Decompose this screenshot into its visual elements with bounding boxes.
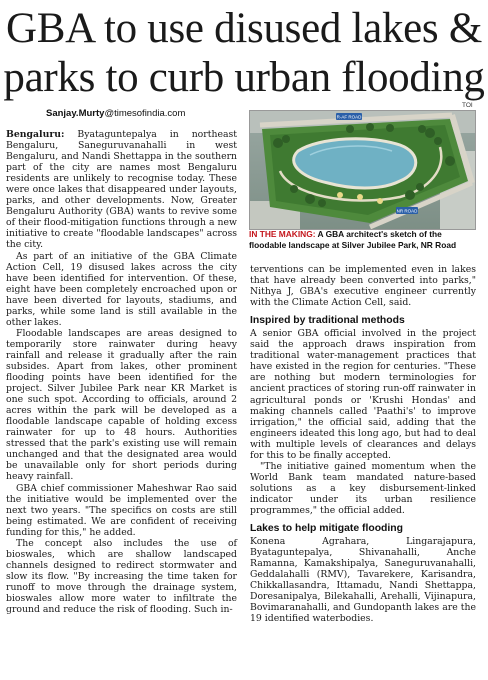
article-paragraph-5-end bbox=[250, 264, 476, 308]
article-paragraph-3: Floodable landscapes are areas designed to temporarily store rainwater during heavy rainfall and release it gradually after the rain subsides. Apart from lakes, other prominent flooding points have been identified for the project. Silver Jubilee Park near KR Market is one such spot. According to officials, around 2 acres within the park will be developed as a floodable landscape capable of holding excess rainwater for up to 48 hours. Authorities stressed that the park's existing use will remain unchanged and that the designated area would be unavailable only for short periods during heavy rainfall. bbox=[6, 327, 237, 483]
photo-caption bbox=[249, 229, 475, 251]
caption-text: A GBA architect's sketch of the floodable landscape at Silver Jubilee Park, NR Road bbox=[249, 229, 457, 250]
paragraph-1-text: Byataguntepalya in northeast Bengaluru, Saneguruvanahalli in west Bengaluru, and Nandi Shettappa in the southern part of the city are names most Bengaluru residents are unlikely to recognise today. These were once lakes that disappeared under layouts, parks, and other developments. Now, Greater Bengaluru Authority (GBA) wants to revive some of their flood-mitigation functions through a new initiative to create "floodable landscapes" across the city. bbox=[6, 129, 237, 251]
byline-email-domain: @timesofindia.com bbox=[104, 108, 186, 119]
article-column-1 bbox=[6, 129, 237, 677]
article-paragraph-6: A senior GBA official involved in the project said the approach draws inspiration from traditional water-management practices that have existed in the region for centuries. "These are nothing but modern terminologies for ancient practices of storing run-off rainwater in agricultural ponds or 'Krushi Hondas' and making channels called 'Paathi's' to improve irrigation," the official said, adding that the engineers ideated this long ago, but had to deal with multiple levels of clearances and delays for this to be finally accepted. bbox=[250, 328, 476, 461]
paragraph-5-part-1: The concept also includes the use of bioswales, which are shallow landscaped channels designed to redirect stormwater and slow its flow. "By increasing the time taken for runoff to move through the drainage system, bioswales allow more water to infiltrate the ground and reduce the risk of flooding. Such in- bbox=[6, 537, 237, 616]
article-paragraph-5-start bbox=[6, 538, 237, 615]
toi-label: TOI bbox=[462, 102, 473, 109]
caption-tag: IN THE MAKING: bbox=[249, 229, 316, 239]
park-sketch-illustration bbox=[250, 111, 475, 229]
park-sketch-image bbox=[249, 110, 476, 230]
article-paragraph-8: Konena Agrahara, Lingarajapura, Byataguntepalya, Shivanahalli, Anche Ramanna, Kamakshipalya, Saneguruvanahalli, Geddalahalli (RMV), Tavarekere, Karisandra, Chikkallasandra, Ittamadu, Nandi Shettappa, Doresanipalya, Bilekahalli, Arehalli, Vijinapura, Bovimaranahalli, and Gundopanth lakes are the 19 identified waterbodies. bbox=[250, 536, 476, 625]
article-column-2 bbox=[250, 264, 476, 676]
byline bbox=[46, 108, 185, 119]
byline-name: Sanjay.Murty bbox=[46, 108, 105, 119]
article-paragraph-7: "The initiative gained momentum when the World Bank team mandated nature-based solutions as a key disbursement-linked indicator under its urban resilience programmes," the official added. bbox=[250, 460, 476, 516]
article-paragraph-4: GBA chief commissioner Maheshwar Rao said the initiative would be implemented over the next two years. "The specifics on costs are still being estimated. We are confident of receiving funding for this," he added. bbox=[6, 482, 237, 538]
photo-road-label-1: R-AF ROAD bbox=[336, 114, 362, 120]
subheading-lakes: Lakes to help mitigate flooding bbox=[250, 523, 403, 535]
subheading-traditional-methods: Inspired by traditional methods bbox=[250, 315, 405, 327]
photo-road-label-2: NR ROAD bbox=[396, 208, 418, 214]
article-paragraph-2: As part of an initiative of the GBA Climate Action Cell, 19 disused lakes across the city have been identified for intervention. Of these, eight have been completely encroached upon or have been diverted for layouts, stadiums, and parks, while some land is still available in the other lakes. bbox=[6, 250, 237, 328]
paragraph-5-part-2: terventions can be implemented even in lakes that have already been converted into parks," Nithya J, GBA's executive engineer currently with the Climate Action Cell, said. bbox=[250, 264, 476, 309]
dateline: Bengaluru: bbox=[6, 129, 65, 140]
headline: GBA to use disused lakes & parks to curb urban flooding bbox=[3, 5, 485, 101]
article-paragraph-1 bbox=[6, 129, 237, 251]
